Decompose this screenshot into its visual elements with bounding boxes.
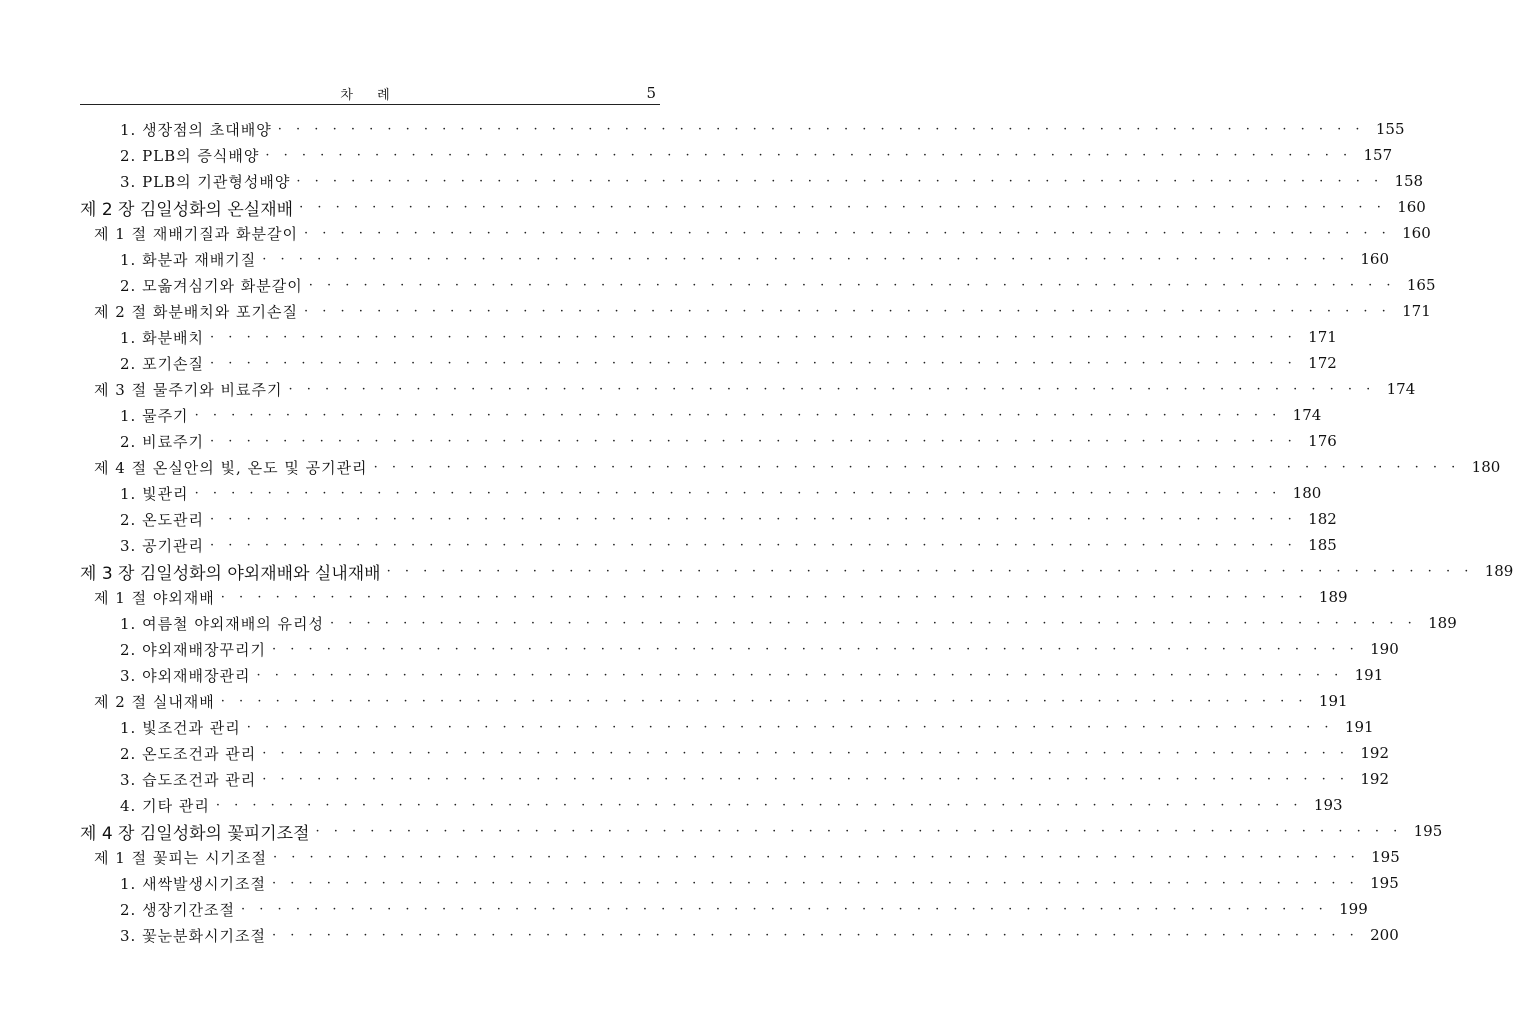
toc-entry-page: 174: [1386, 380, 1416, 398]
toc-entry-label: 1. 빛조건과 관리: [120, 718, 241, 737]
toc-entry-item: [80, 766, 1390, 792]
toc-entry-page: 180: [1292, 484, 1322, 502]
dot-leader: · · · · · · · · · · · · · · · · · · · · · · · · · · · · · · · · · · · · · · · · · · · · · · · · · · · · · · · · · · · ·: [220, 589, 1308, 605]
dot-leader: · · · · · · · · · · · · · · · · · · · · · · · · · · · · · · · · · · · · · · · · · · · · · · · · · · · · · · · · · · · ·: [330, 615, 1417, 631]
toc-entry-item: [80, 402, 1322, 428]
toc-entry-page: 158: [1394, 172, 1424, 190]
toc-entry-page: 193: [1313, 796, 1343, 814]
dot-leader: · · · · · · · · · · · · · · · · · · · · · · · · · · · · · · · · · · · · · · · · · · · · · · · · · · · · · · · · · · · ·: [194, 485, 1282, 501]
toc-entry-item: [80, 922, 1399, 948]
toc-entry-label: 1. 새싹발생시기조절: [120, 874, 267, 893]
toc-entry-label: 1. 화분배치: [120, 328, 205, 347]
toc-entry-label: 3. 야외재배장관리: [120, 666, 251, 685]
toc-entry-item: [80, 532, 1337, 558]
toc-entry-page: 185: [1308, 536, 1337, 554]
toc-entry-page: 189: [1428, 614, 1457, 632]
dot-leader: · · · · · · · · · · · · · · · · · · · · · · · · · · · · · · · · · · · · · · · · · · · · · · · · · · · · · · · · · · · ·: [272, 875, 1359, 891]
toc-entry-page: 174: [1292, 406, 1322, 424]
toc-entry-page: 180: [1471, 458, 1501, 476]
toc-entry-item: [80, 662, 1384, 688]
toc-entry-label: 제 3 장 김일성화의 야외재배와 실내재배: [80, 563, 381, 584]
toc-entry-item: [80, 740, 1390, 766]
toc-entry-item: [80, 324, 1337, 350]
dot-leader: · · · · · · · · · · · · · · · · · · · · · · · · · · · · · · · · · · · · · · · · · · · · · · · · · · · · · · · · · · · ·: [273, 849, 1360, 865]
toc-entry-label: 1. 물주기: [120, 406, 189, 425]
toc-entry-label: 2. 생장기간조절: [120, 900, 236, 919]
toc-entry-label: 1. 여름철 야외재배의 유리성: [120, 614, 325, 633]
toc-entry-section: [80, 688, 1348, 714]
toc-entry-label: 3. 꽃눈분화시기조절: [120, 926, 267, 945]
toc-entry-section: [80, 376, 1416, 402]
toc-entry-page: 160: [1402, 224, 1431, 242]
toc-entry-label: 제 2 절 화분배치와 포기손질: [94, 302, 299, 321]
toc-entry-label: 2. PLB의 증식배양: [120, 146, 260, 165]
toc-entry-item: [80, 272, 1436, 298]
toc-entry-label: 제 1 절 재배기질과 화분갈이: [94, 224, 299, 243]
toc-entry-label: 2. 비료주기: [120, 432, 205, 451]
toc-entry-label: 제 2 절 실내재배: [94, 692, 215, 711]
toc-entry-section: [80, 584, 1348, 610]
dot-leader: · · · · · · · · · · · · · · · · · · · · · · · · · · · · · · · · · · · · · · · · · · · · · · · · · · · · · · · · · · · ·: [215, 797, 1303, 813]
toc-entry-item: [80, 636, 1399, 662]
toc-entry-label: 제 4 장 김일성화의 꽃피기조절: [80, 823, 310, 844]
toc-entry-item: [80, 792, 1343, 818]
toc-entry-item: [80, 610, 1457, 636]
toc-entry-label: 2. 모옮겨심기와 화분갈이: [120, 276, 303, 295]
dot-leader: · · · · · · · · · · · · · · · · · · · · · · · · · · · · · · · · · · · · · · · · · · · · · · · · · · · · · · · · · · · ·: [256, 667, 1344, 683]
dot-leader: · · · · · · · · · · · · · · · · · · · · · · · · · · · · · · · · · · · · · · · · · · · · · · · · · · · · · · · · · · · ·: [241, 901, 1328, 917]
dot-leader: · · · · · · · · · · · · · · · · · · · · · · · · · · · · · · · · · · · · · · · · · · · · · · · · · · · · · · · · · · · ·: [288, 381, 1376, 397]
toc-entry-label: 제 1 절 꽃피는 시기조절: [94, 848, 268, 867]
toc-entry-page: 189: [1484, 562, 1513, 580]
toc-entry-page: 195: [1413, 822, 1443, 840]
toc-entry-section: [80, 454, 1501, 480]
toc-entry-label: 1. 빛관리: [120, 484, 189, 503]
toc-entry-item: [80, 506, 1337, 532]
toc-entry-label: 4. 기타 관리: [120, 796, 210, 815]
toc-entry-page: 200: [1370, 926, 1399, 944]
toc-entry-page: 157: [1363, 146, 1393, 164]
toc-entry-page: 189: [1318, 588, 1348, 606]
toc-entry-label: 3. 공기관리: [120, 536, 205, 555]
dot-leader: · · · · · · · · · · · · · · · · · · · · · · · · · · · · · · · · · · · · · · · · · · · · · · · · · · · · · · · · · · · ·: [210, 329, 1297, 345]
toc-entry-item: [80, 480, 1322, 506]
toc-entry-chapter: [80, 818, 1443, 844]
toc-entry-page: 192: [1360, 770, 1390, 788]
toc-entry-label: 2. 온도조건과 관리: [120, 744, 257, 763]
toc-entry-page: 190: [1370, 640, 1399, 658]
dot-leader: · · · · · · · · · · · · · · · · · · · · · · · · · · · · · · · · · · · · · · · · · · · · · · · · · · · · · · · · · · · ·: [299, 199, 1386, 215]
dot-leader: · · · · · · · · · · · · · · · · · · · · · · · · · · · · · · · · · · · · · · · · · · · · · · · · · · · · · · · · · · · ·: [210, 511, 1297, 527]
toc-entry-page: 195: [1370, 874, 1399, 892]
toc-entry-page: 155: [1375, 120, 1405, 138]
page-number: 5: [646, 84, 656, 102]
dot-leader: · · · · · · · · · · · · · · · · · · · · · · · · · · · · · · · · · · · · · · · · · · · · · · · · · · · · · · · · · · · ·: [272, 927, 1359, 943]
toc-entry-label: 1. 생장점의 초대배양: [120, 120, 272, 139]
toc-entry-label: 제 4 절 온실안의 빛, 온도 및 공기관리: [94, 458, 368, 477]
dot-leader: · · · · · · · · · · · · · · · · · · · · · · · · · · · · · · · · · · · · · · · · · · · · · · · · · · · · · · · · · · · ·: [296, 173, 1384, 189]
toc-entry-page: 171: [1308, 328, 1337, 346]
toc-entry-item: [80, 116, 1405, 142]
dot-leader: · · · · · · · · · · · · · · · · · · · · · · · · · · · · · · · · · · · · · · · · · · · · · · · · · · · · · · · · · · · ·: [210, 433, 1297, 449]
dot-leader: · · · · · · · · · · · · · · · · · · · · · · · · · · · · · · · · · · · · · · · · · · · · · · · · · · · · · · · · · · · ·: [315, 823, 1403, 839]
dot-leader: · · · · · · · · · · · · · · · · · · · · · · · · · · · · · · · · · · · · · · · · · · · · · · · · · · · · · · · · · · · ·: [265, 147, 1353, 163]
dot-leader: · · · · · · · · · · · · · · · · · · · · · · · · · · · · · · · · · · · · · · · · · · · · · · · · · · · · · · · · · · · ·: [386, 563, 1474, 579]
toc-entry-item: [80, 714, 1374, 740]
toc-entry-label: 3. PLB의 기관형성배양: [120, 172, 291, 191]
toc-entry-page: 160: [1397, 198, 1426, 216]
dot-leader: · · · · · · · · · · · · · · · · · · · · · · · · · · · · · · · · · · · · · · · · · · · · · · · · · · · · · · · · · · · ·: [262, 771, 1350, 787]
dot-leader: · · · · · · · · · · · · · · · · · · · · · · · · · · · · · · · · · · · · · · · · · · · · · · · · · · · · · · · · · · · ·: [220, 693, 1308, 709]
toc-entry-page: 176: [1308, 432, 1337, 450]
table-of-contents: [80, 116, 1513, 948]
dot-leader: · · · · · · · · · · · · · · · · · · · · · · · · · · · · · · · · · · · · · · · · · · · · · · · · · · · · · · · · · · · ·: [194, 407, 1282, 423]
page-header: [80, 84, 660, 104]
toc-entry-label: 1. 화분과 재배기질: [120, 250, 257, 269]
toc-entry-section: [80, 844, 1400, 870]
running-title: 차 례: [340, 88, 400, 103]
dot-leader: · · · · · · · · · · · · · · · · · · · · · · · · · · · · · · · · · · · · · · · · · · · · · · · · · · · · · · · · · · · ·: [308, 277, 1396, 293]
toc-entry-label: 3. 습도조건과 관리: [120, 770, 257, 789]
dot-leader: · · · · · · · · · · · · · · · · · · · · · · · · · · · · · · · · · · · · · · · · · · · · · · · · · · · · · · · · · · · ·: [373, 459, 1461, 475]
toc-entry-label: 제 3 절 물주기와 비료주기: [94, 380, 283, 399]
toc-entry-item: [80, 168, 1424, 194]
toc-entry-page: 195: [1371, 848, 1400, 866]
toc-entry-page: 165: [1406, 276, 1436, 294]
toc-entry-item: [80, 428, 1337, 454]
toc-entry-page: 172: [1308, 354, 1337, 372]
toc-entry-label: 2. 포기손질: [120, 354, 205, 373]
dot-leader: · · · · · · · · · · · · · · · · · · · · · · · · · · · · · · · · · · · · · · · · · · · · · · · · · · · · · · · · · · · ·: [272, 641, 1359, 657]
toc-entry-label: 2. 야외재배장꾸리기: [120, 640, 267, 659]
toc-entry-page: 199: [1339, 900, 1368, 918]
toc-entry-section: [80, 298, 1431, 324]
toc-entry-page: 171: [1402, 302, 1431, 320]
toc-entry-page: 191: [1318, 692, 1348, 710]
toc-entry-label: 제 2 장 김일성화의 온실재배: [80, 199, 294, 220]
toc-entry-page: 182: [1308, 510, 1337, 528]
dot-leader: · · · · · · · · · · · · · · · · · · · · · · · · · · · · · · · · · · · · · · · · · · · · · · · · · · · · · · · · · · · ·: [210, 537, 1297, 553]
dot-leader: · · · · · · · · · · · · · · · · · · · · · · · · · · · · · · · · · · · · · · · · · · · · · · · · · · · · · · · · · · · ·: [277, 121, 1365, 137]
toc-entry-item: [80, 246, 1390, 272]
toc-entry-item: [80, 142, 1393, 168]
toc-entry-item: [80, 350, 1337, 376]
dot-leader: · · · · · · · · · · · · · · · · · · · · · · · · · · · · · · · · · · · · · · · · · · · · · · · · · · · · · · · · · · · ·: [210, 355, 1297, 371]
toc-entry-item: [80, 870, 1399, 896]
dot-leader: · · · · · · · · · · · · · · · · · · · · · · · · · · · · · · · · · · · · · · · · · · · · · · · · · · · · · · · · · · · ·: [246, 719, 1334, 735]
toc-entry-page: 192: [1360, 744, 1390, 762]
dot-leader: · · · · · · · · · · · · · · · · · · · · · · · · · · · · · · · · · · · · · · · · · · · · · · · · · · · · · · · · · · · ·: [262, 251, 1350, 267]
toc-entry-item: [80, 896, 1368, 922]
toc-entry-page: 160: [1360, 250, 1390, 268]
toc-entry-page: 191: [1344, 718, 1374, 736]
toc-entry-page: 191: [1354, 666, 1384, 684]
dot-leader: · · · · · · · · · · · · · · · · · · · · · · · · · · · · · · · · · · · · · · · · · · · · · · · · · · · · · · · · · · · ·: [304, 303, 1391, 319]
dot-leader: · · · · · · · · · · · · · · · · · · · · · · · · · · · · · · · · · · · · · · · · · · · · · · · · · · · · · · · · · · · ·: [304, 225, 1391, 241]
dot-leader: · · · · · · · · · · · · · · · · · · · · · · · · · · · · · · · · · · · · · · · · · · · · · · · · · · · · · · · · · · · ·: [262, 745, 1350, 761]
toc-entry-label: 2. 온도관리: [120, 510, 205, 529]
toc-entry-chapter: [80, 194, 1426, 220]
toc-entry-chapter: [80, 558, 1513, 584]
toc-entry-section: [80, 220, 1431, 246]
toc-entry-label: 제 1 절 야외재배: [94, 588, 215, 607]
header-rule: [80, 104, 660, 105]
